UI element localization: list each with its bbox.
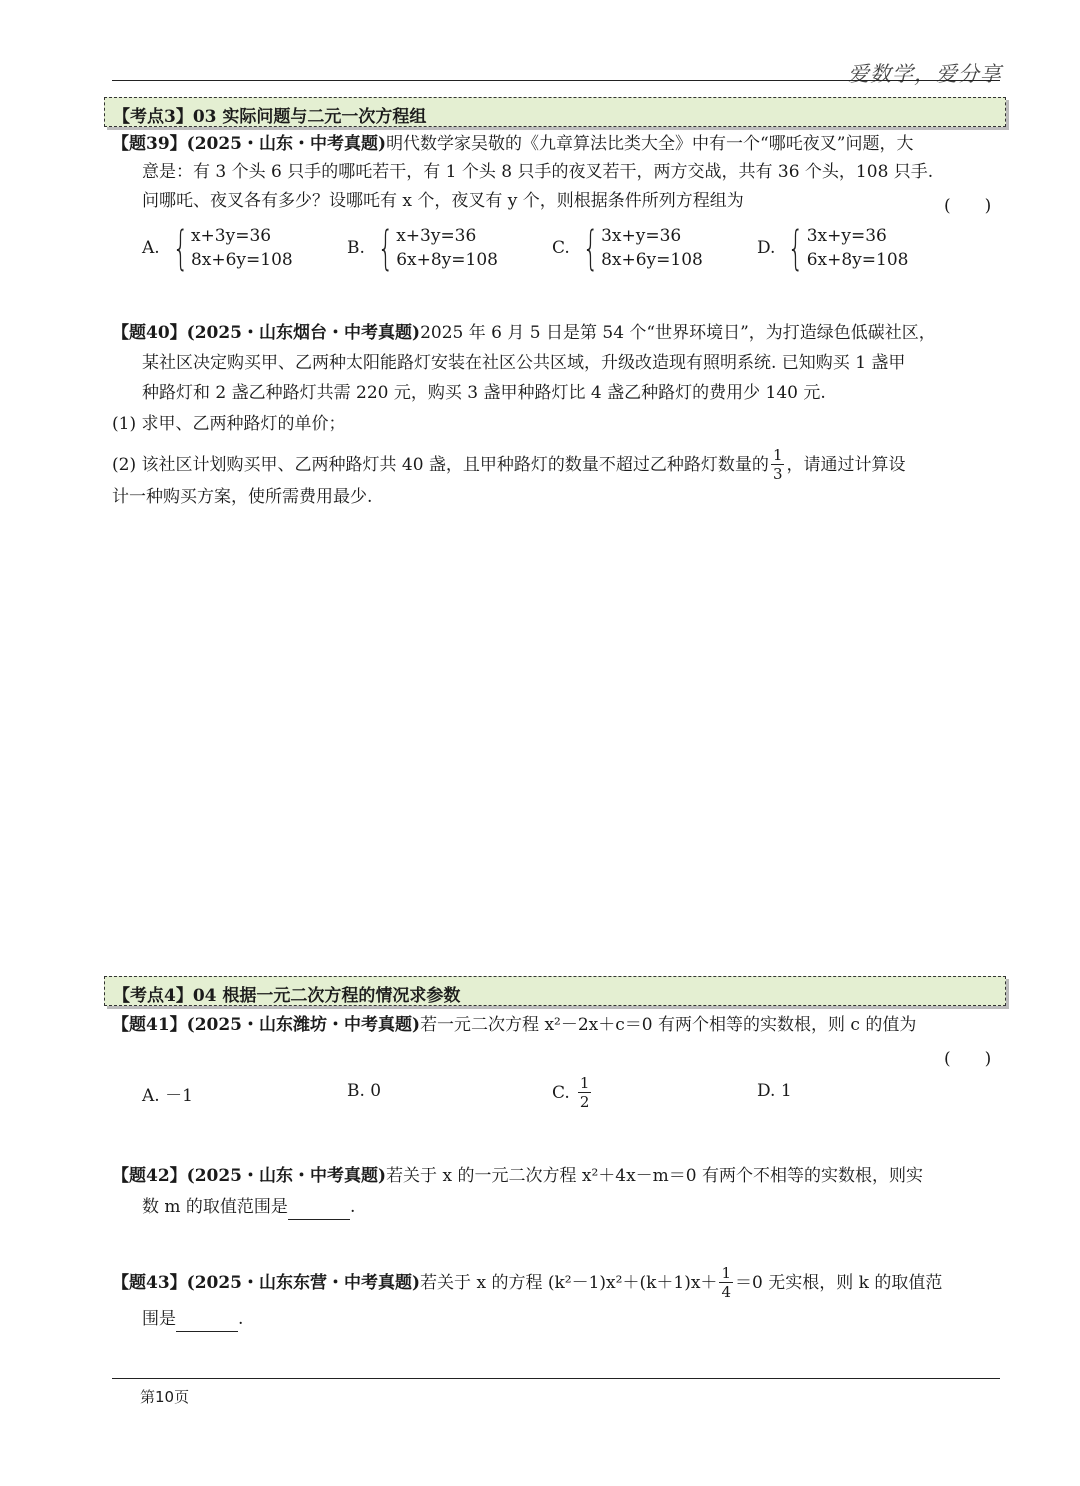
q40-part2 — [112, 446, 905, 483]
q41-label: 【题41】(2025・山东潍坊・中考真题) — [112, 1015, 421, 1035]
q41-c-fraction — [578, 1074, 592, 1111]
brace-icon: { — [377, 221, 394, 275]
q39-answer-paren: ( ) — [944, 196, 992, 216]
q41-option-a: A. －1 — [142, 1086, 193, 1106]
q39-option-d-letter: D. — [757, 238, 776, 258]
q40-label: 【题40】(2025・山东烟台・中考真题) — [112, 323, 421, 343]
q39-line3: 问哪吒、夜叉各有多少？设哪吒有 x 个，夜叉有 y 个，则根据条件所列方程组为 — [142, 191, 744, 211]
q40-line1 — [112, 320, 936, 346]
q43-text2: 围是 — [142, 1309, 176, 1329]
q41-option-c-letter: C. — [552, 1082, 570, 1103]
q39-d-eq1: 3x+y=36 — [806, 226, 887, 246]
q43-text1-tail: ＝0 无实根，则 k 的取值范 — [734, 1272, 943, 1293]
q39-option-c — [552, 221, 703, 275]
q43-fraction — [719, 1264, 733, 1301]
q39-line2: 意是：有 3 个头 6 只手的哪吒若干，有 1 个头 8 只手的夜叉若干，两方交战，共有 36 个头，108 只手. — [142, 162, 934, 182]
q39-label: 【题39】(2025・山东・中考真题) — [112, 134, 387, 154]
q41-c-num: 1 — [579, 1074, 590, 1092]
q43-period: . — [238, 1309, 244, 1329]
q41-option-d: D. 1 — [757, 1081, 792, 1101]
q39-b-eq2: 6x+8y=108 — [396, 250, 498, 270]
q43-answer-blank[interactable] — [176, 1314, 238, 1332]
section3-title: 【考点3】03 实际问题与二元一次方程组 — [113, 107, 427, 127]
q39-c-eq1: 3x+y=36 — [601, 226, 682, 246]
q43-frac-num: 1 — [721, 1264, 731, 1282]
q39-a-eq1: x+3y=36 — [190, 226, 272, 246]
q40-frac-num: 1 — [772, 446, 783, 464]
q42-label: 【题42】(2025・山东・中考真题) — [112, 1166, 387, 1186]
q42-line1 — [112, 1163, 923, 1189]
q41-c-den: 2 — [579, 1093, 590, 1111]
q41-answer-paren: ( ) — [944, 1049, 992, 1069]
q39-option-b — [347, 221, 498, 275]
q40-text1: 2025 年 6 月 5 日是第 54 个“世界环境日”，为打造绿色低碳社区， — [420, 323, 936, 343]
q43-text1: 若关于 x 的方程 (k²－1)x²＋(k＋1)x＋ — [420, 1272, 718, 1293]
q40-part2-tail: ，请通过计算设 — [786, 454, 906, 475]
q39-d-eq2: 6x+8y=108 — [806, 250, 909, 270]
q43-label: 【题43】(2025・山东东营・中考真题) — [112, 1272, 421, 1293]
q40-frac-den: 3 — [772, 465, 783, 483]
q42-answer-blank[interactable] — [288, 1202, 350, 1220]
q40-part2-cont: 计一种购买方案，使所需费用最少. — [112, 487, 373, 507]
q39-option-d — [757, 221, 909, 275]
footer-rule — [112, 1378, 1000, 1379]
q43-line2 — [142, 1306, 243, 1332]
q39-line1 — [112, 131, 913, 157]
q41-option-b: B. 0 — [347, 1081, 382, 1101]
q39-b-eq1: x+3y=36 — [396, 226, 477, 246]
q41-line1 — [112, 1012, 916, 1038]
brace-icon: { — [172, 221, 189, 275]
q40-line2: 某社区决定购买甲、乙两种太阳能路灯安装在社区公共区域，升级改造现有照明系统. 已知购买 1 盏甲 — [142, 353, 906, 373]
page-number: 第10页 — [140, 1388, 190, 1406]
q39-c-eq2: 8x+6y=108 — [601, 250, 703, 270]
q43-frac-den: 4 — [721, 1283, 731, 1301]
q41-text1: 若一元二次方程 x²－2x＋c＝0 有两个相等的实数根，则 c 的值为 — [420, 1015, 917, 1035]
q41-option-c — [552, 1074, 593, 1111]
q42-line2 — [142, 1194, 355, 1220]
q39-option-b-letter: B. — [347, 238, 365, 258]
section4-band — [104, 976, 1006, 1006]
header-slogan: 爱数学，爱分享 — [848, 62, 1002, 86]
q39-a-eq2: 8x+6y=108 — [190, 250, 293, 270]
q43-line1 — [112, 1264, 942, 1301]
q42-text2: 数 m 的取值范围是 — [142, 1197, 288, 1217]
q40-line3: 种路灯和 2 盏乙种路灯共需 220 元，购买 3 盏甲种路灯比 4 盏乙种路灯的费用少 140 元. — [142, 383, 826, 403]
section3-band — [104, 97, 1006, 127]
q39-option-a-letter: A. — [142, 238, 160, 258]
brace-icon: { — [582, 221, 599, 275]
header-rule — [112, 80, 1000, 81]
q42-period: . — [349, 1197, 356, 1217]
q40-fraction — [771, 446, 785, 483]
q39-option-a — [142, 221, 293, 275]
q42-text1: 若关于 x 的一元二次方程 x²＋4x－m＝0 有两个不相等的实数根，则实 — [386, 1166, 924, 1186]
q39-option-c-letter: C. — [552, 238, 570, 258]
q40-part2-text: (2) 该社区计划购买甲、乙两种路灯共 40 盏，且甲种路灯的数量不超过乙种路灯数量的 — [112, 454, 769, 475]
q40-part1: (1) 求甲、乙两种路灯的单价； — [112, 414, 346, 434]
brace-icon: { — [788, 221, 805, 275]
q39-text1: 明代数学家吴敬的《九章算法比类大全》中有一个“哪吒夜叉”问题，大 — [386, 134, 914, 154]
section4-title: 【考点4】04 根据一元二次方程的情况求参数 — [113, 986, 461, 1006]
